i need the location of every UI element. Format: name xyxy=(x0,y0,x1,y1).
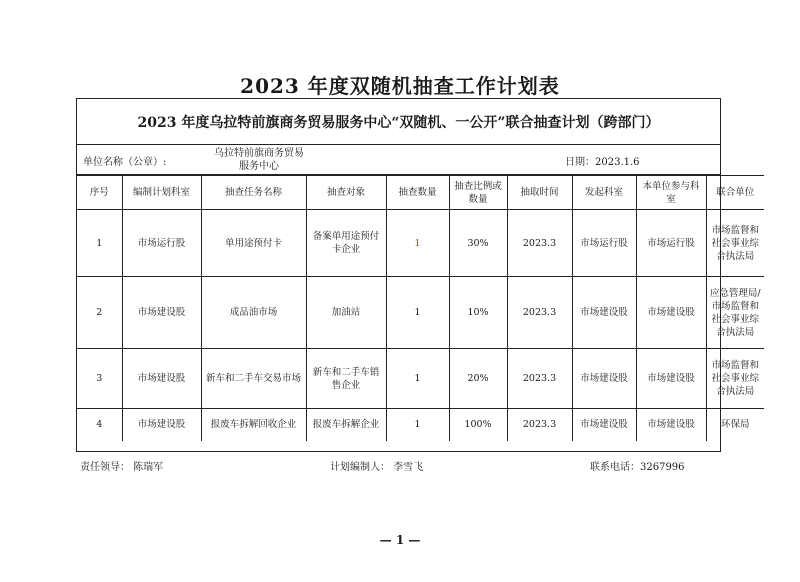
unit-name-line2: 服务中心 xyxy=(239,161,279,172)
table-cell: 环保局 xyxy=(706,409,764,441)
table-cell: 1 xyxy=(386,277,449,349)
plan-sheet xyxy=(76,98,761,452)
date-text: 日期：2023.1.6 xyxy=(565,157,640,168)
table-cell: 市场建设股 xyxy=(122,277,201,349)
table-cell: 成品油市场 xyxy=(201,277,306,349)
table-cell: 10% xyxy=(449,277,507,349)
page-number: — 1 — xyxy=(379,533,421,547)
page-title: 2023 年度双随机抽查工作计划表 xyxy=(240,74,560,98)
table-cell: 市场监督和社会事业综合执法局 xyxy=(706,210,764,277)
table-cell: 备案单用途预付卡企业 xyxy=(306,210,386,277)
header-cell: 抽取时间 xyxy=(507,176,572,210)
table-cell: 报废车拆解企业 xyxy=(306,409,386,441)
header-cell: 抽查对象 xyxy=(306,176,386,210)
plan-compiler: 计划编制人： 李雪飞 xyxy=(330,462,424,473)
unit-name-line1: 乌拉特前旗商务贸易 xyxy=(214,148,304,159)
table-cell: 市场建设股 xyxy=(122,409,201,441)
table-cell: 市场建设股 xyxy=(636,277,706,349)
table-cell: 2023.3 xyxy=(507,409,572,441)
table-cell: 1 xyxy=(386,409,449,441)
table-cell: 单用途预付卡 xyxy=(201,210,306,277)
header-cell: 抽查比例或数量 xyxy=(449,176,507,210)
table-cell: 应急管理局/市场监督和社会事业综合执法局 xyxy=(706,277,764,349)
header-cell: 抽查数量 xyxy=(386,176,449,210)
info-row xyxy=(77,145,720,175)
header-cell: 联合单位 xyxy=(706,176,764,210)
table-cell: 市场监督和社会事业综合执法局 xyxy=(706,349,764,409)
header-cell: 序号 xyxy=(77,176,122,210)
table-cell: 加油站 xyxy=(306,277,386,349)
table-cell: 1 xyxy=(77,210,122,277)
table-cell: 2023.3 xyxy=(507,349,572,409)
header-cell: 发起科室 xyxy=(572,176,636,210)
table-cell: 3 xyxy=(77,349,122,409)
table-row xyxy=(77,210,764,277)
responsible-leader: 责任领导： 陈瑞军 xyxy=(80,462,164,473)
table-cell: 100% xyxy=(449,409,507,441)
table-cell: 4 xyxy=(77,409,122,441)
unit-name xyxy=(199,147,319,173)
contact-phone: 联系电话：3267996 xyxy=(590,462,685,473)
table-cell: 1 xyxy=(386,349,449,409)
header-cell: 编制计划科室 xyxy=(122,176,201,210)
table-cell: 30% xyxy=(449,210,507,277)
unit-label: 单位名称（公章）: xyxy=(83,157,167,168)
table-cell: 新车和二手车销售企业 xyxy=(306,349,386,409)
table-cell: 市场建设股 xyxy=(572,277,636,349)
table-cell: 1 xyxy=(386,210,449,277)
table-cell: 市场建设股 xyxy=(636,409,706,441)
table-cell: 20% xyxy=(449,349,507,409)
table-cell: 新车和二手车交易市场 xyxy=(201,349,306,409)
table-row xyxy=(77,349,764,409)
table-cell: 市场运行股 xyxy=(122,210,201,277)
table-cell: 市场运行股 xyxy=(636,210,706,277)
table-header-row xyxy=(77,176,764,210)
table-row xyxy=(77,277,764,349)
table-cell: 2023.3 xyxy=(507,210,572,277)
header-cell: 抽查任务名称 xyxy=(201,176,306,210)
table-row xyxy=(77,409,764,441)
table-cell: 市场建设股 xyxy=(572,409,636,441)
sheet-subtitle: 2023 年度乌拉特前旗商务贸易服务中心“双随机、一公开”联合抽查计划（跨部门） xyxy=(77,99,720,145)
table-cell: 市场运行股 xyxy=(572,210,636,277)
table-cell: 2 xyxy=(77,277,122,349)
table-cell: 市场建设股 xyxy=(122,349,201,409)
plan-table xyxy=(77,175,764,441)
header-cell: 本单位参与科室 xyxy=(636,176,706,210)
table-cell: 市场建设股 xyxy=(572,349,636,409)
table-cell: 市场建设股 xyxy=(636,349,706,409)
table-cell: 报废车拆解回收企业 xyxy=(201,409,306,441)
table-cell: 2023.3 xyxy=(507,277,572,349)
